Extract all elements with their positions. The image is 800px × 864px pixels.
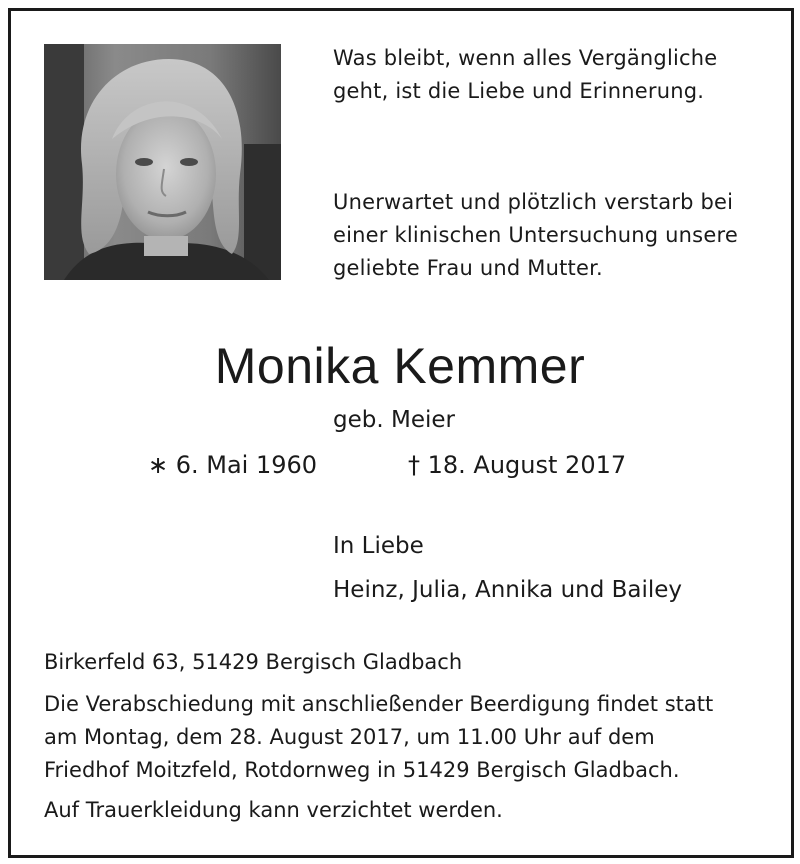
maiden-name: geb. Meier bbox=[333, 407, 455, 433]
mourners-names: Heinz, Julia, Annika und Bailey bbox=[333, 577, 683, 603]
portrait-photo-image bbox=[44, 44, 281, 280]
mourners-greeting: In Liebe bbox=[333, 533, 424, 559]
deceased-name: Monika Kemmer bbox=[214, 338, 586, 394]
quote bbox=[333, 42, 763, 108]
quote-line: geht, ist die Liebe und Erinnerung. bbox=[333, 79, 705, 103]
death-date: † 18. August 2017 bbox=[408, 451, 627, 479]
quote-line: Was bleibt, wenn alles Vergängliche bbox=[333, 46, 718, 70]
funeral-line: am Montag, dem 28. August 2017, um 11.00 Uhr auf dem bbox=[44, 725, 655, 749]
birth-date: ∗ 6. Mai 1960 bbox=[148, 451, 318, 479]
funeral-details bbox=[44, 688, 764, 787]
announcement-line: Unerwartet und plötzlich verstarb bei bbox=[333, 190, 734, 214]
portrait-photo bbox=[44, 44, 281, 280]
announcement-line: einer klinischen Untersuchung unsere bbox=[333, 223, 738, 247]
funeral-line: Friedhof Moitzfeld, Rotdornweg in 51429 Bergisch Gladbach. bbox=[44, 758, 680, 782]
dress-code-note: Auf Trauerkleidung kann verzichtet werden. bbox=[44, 798, 503, 822]
funeral-line: Die Verabschiedung mit anschließender Beerdigung findet statt bbox=[44, 692, 714, 716]
family-address: Birkerfeld 63, 51429 Bergisch Gladbach bbox=[44, 650, 463, 674]
announcement-line: geliebte Frau und Mutter. bbox=[333, 256, 603, 280]
death-announcement bbox=[333, 186, 763, 285]
